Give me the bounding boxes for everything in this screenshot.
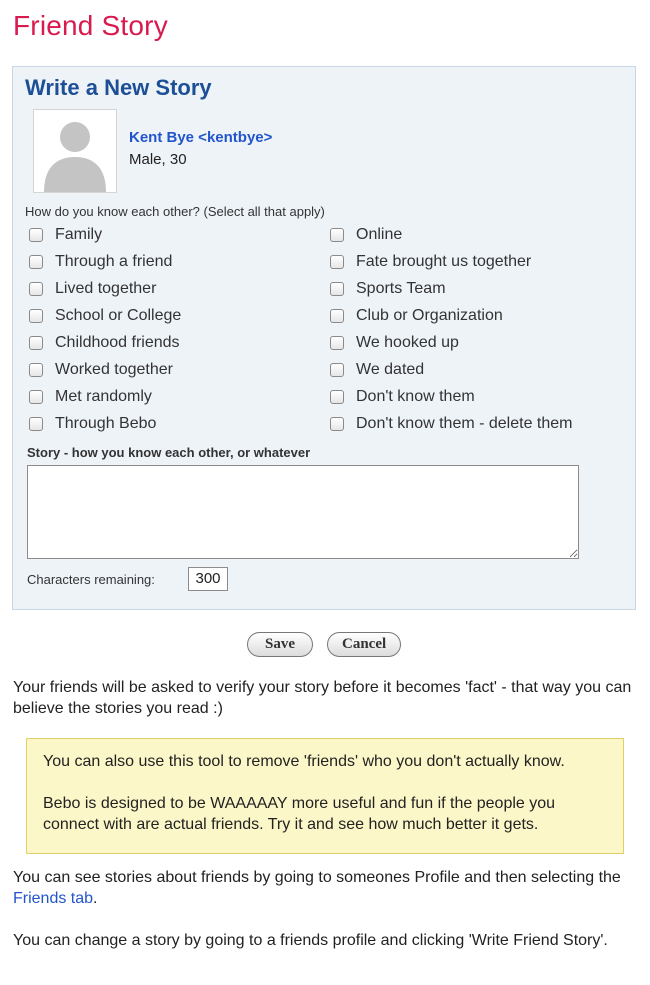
notice-line-1: You can also use this tool to remove 'friends' who you don't actually know.: [43, 753, 565, 770]
option-label: Family: [55, 226, 103, 243]
option-label: We dated: [356, 361, 425, 378]
checkbox[interactable]: [29, 390, 43, 404]
checkbox[interactable]: [29, 336, 43, 350]
change-story-text: You can change a story by going to a friends profile and clicking 'Write Friend Story'.: [13, 932, 608, 949]
characters-remaining-count: 300: [188, 567, 228, 591]
option-label: Fate brought us together: [356, 253, 532, 270]
story-textarea[interactable]: [27, 465, 579, 559]
option-label: Worked together: [55, 361, 173, 378]
see-stories-text-start: You can see stories about friends by going to someones Profile and then selecting the: [13, 869, 621, 886]
option-label: Lived together: [55, 280, 157, 297]
option-label: Online: [356, 226, 403, 243]
friends-tab-link[interactable]: Friends tab: [13, 890, 94, 907]
characters-remaining-label: Characters remaining:: [27, 572, 155, 587]
option-club-or-organization[interactable]: [330, 304, 503, 328]
checkbox[interactable]: [29, 309, 43, 323]
checkbox[interactable]: [330, 309, 344, 323]
option-label: Sports Team: [356, 280, 446, 297]
option-dont-know-them[interactable]: [330, 385, 475, 409]
option-we-dated[interactable]: [330, 358, 424, 382]
option-we-hooked-up[interactable]: [330, 331, 459, 355]
panel-title: Write a New Story: [25, 75, 212, 100]
checkbox[interactable]: [330, 336, 344, 350]
page-title: Friend Story: [13, 10, 168, 41]
avatar[interactable]: [33, 109, 117, 193]
checkbox[interactable]: [29, 282, 43, 296]
option-dont-know-them-delete[interactable]: [330, 412, 573, 436]
option-label: Through Bebo: [55, 415, 157, 432]
option-label: Childhood friends: [55, 334, 180, 351]
option-childhood-friends[interactable]: [29, 331, 180, 355]
verify-text: Your friends will be asked to verify your story before it becomes 'fact' - that way you can believe the stories you read :): [13, 679, 632, 717]
user-info: Male, 30: [129, 151, 187, 168]
option-through-a-friend[interactable]: [29, 250, 172, 274]
checkbox[interactable]: [330, 228, 344, 242]
checkbox[interactable]: [29, 417, 43, 431]
option-label: Club or Organization: [356, 307, 503, 324]
option-label: We hooked up: [356, 334, 459, 351]
option-label: Don't know them: [356, 388, 475, 405]
see-stories-text: [13, 867, 633, 909]
checkbox[interactable]: [29, 363, 43, 377]
option-online[interactable]: [330, 223, 402, 247]
notice-line-2: Bebo is designed to be WAAAAAY more useful and fun if the people you connect with are actual friends. Try it and see how much better it gets.: [43, 795, 556, 833]
cancel-button[interactable]: Cancel: [327, 632, 401, 657]
write-story-panel: [12, 66, 636, 610]
option-lived-together[interactable]: [29, 277, 156, 301]
option-school-or-college[interactable]: [29, 304, 181, 328]
save-button[interactable]: Save: [247, 632, 313, 657]
option-met-randomly[interactable]: [29, 385, 152, 409]
relationship-question: How do you know each other? (Select all that apply): [25, 204, 325, 219]
checkbox[interactable]: [29, 255, 43, 269]
option-label: School or College: [55, 307, 182, 324]
person-silhouette-icon: [34, 110, 116, 192]
option-through-bebo[interactable]: [29, 412, 156, 436]
checkbox[interactable]: [330, 390, 344, 404]
checkbox[interactable]: [330, 255, 344, 269]
option-label: Met randomly: [55, 388, 152, 405]
option-label: Don't know them - delete them: [356, 415, 573, 432]
story-label: Story - how you know each other, or whatever: [27, 445, 311, 460]
checkbox[interactable]: [330, 282, 344, 296]
option-family[interactable]: [29, 223, 102, 247]
checkbox[interactable]: [330, 363, 344, 377]
option-worked-together[interactable]: [29, 358, 173, 382]
option-sports-team[interactable]: [330, 277, 446, 301]
checkbox[interactable]: [330, 417, 344, 431]
user-name-link[interactable]: Kent Bye <kentbye>: [129, 129, 273, 146]
see-stories-text-end: .: [93, 890, 98, 907]
option-label: Through a friend: [55, 253, 173, 270]
notice-box: [26, 738, 624, 854]
checkbox[interactable]: [29, 228, 43, 242]
option-fate-brought-us-together[interactable]: [330, 250, 531, 274]
